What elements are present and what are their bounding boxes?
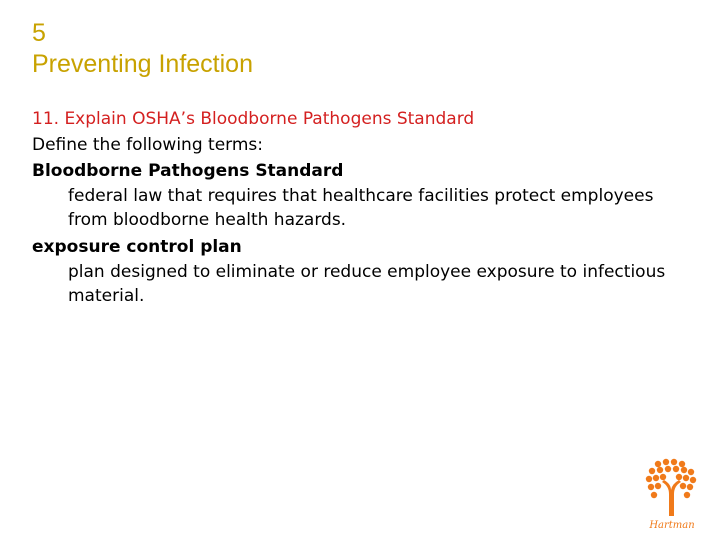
chapter-heading: [32, 18, 253, 80]
learning-objective: 11. Explain OSHA’s Bloodborne Pathogens Standard: [32, 109, 475, 129]
logo-wordmark: Hartman: [649, 520, 695, 531]
chapter-title: Preventing Infection: [32, 50, 253, 78]
tree-of-hearts-logo: [642, 458, 702, 532]
term-title: exposure control plan: [32, 237, 242, 257]
term-entry: [32, 234, 692, 308]
slide-content: [32, 106, 692, 310]
term-entry: [32, 158, 692, 232]
term-definition: federal law that requires that healthcare facilities protect employees from bloodborne health hazards.: [68, 186, 654, 230]
term-title: Bloodborne Pathogens Standard: [32, 161, 344, 181]
chapter-number: 5: [32, 19, 46, 47]
intro-text: Define the following terms:: [32, 135, 263, 155]
term-definition: plan designed to eliminate or reduce employee exposure to infectious material.: [68, 262, 666, 306]
